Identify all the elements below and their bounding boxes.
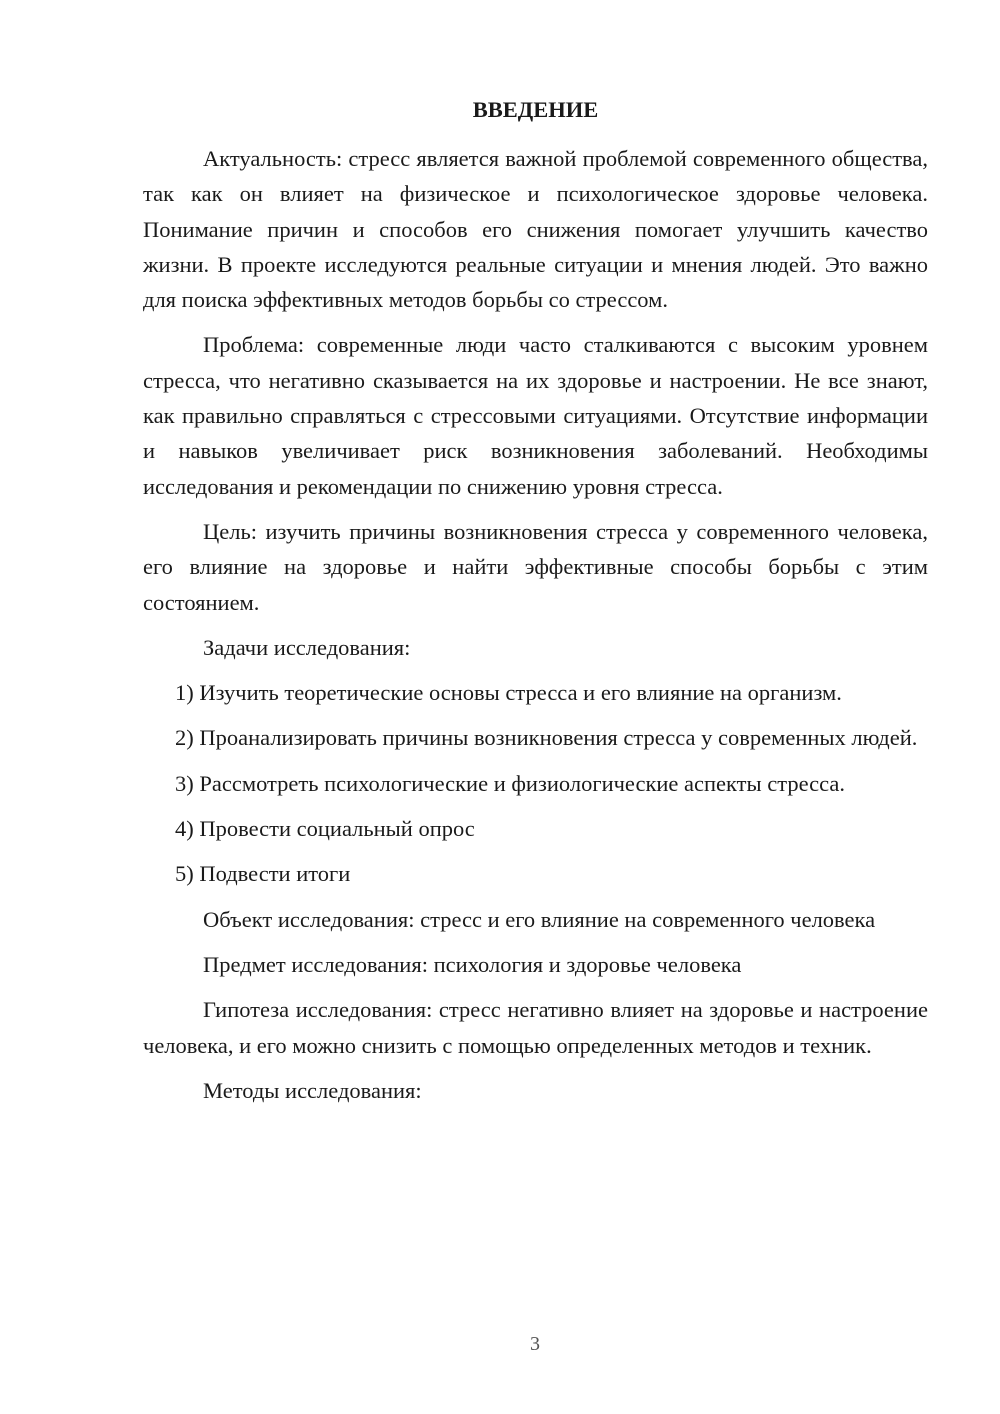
subject-paragraph: Предмет исследования: психология и здоровье человека	[203, 951, 742, 977]
problem-paragraph: Проблема: современные люди часто сталкиваются с высоким уровнем стресса, что негативно сказывается на их здоровье и настроении. Не все знают, как правильно справляться с стрессовыми ситуациями. Отсутствие информации и навыков увеличивает риск возникновения заболеваний. Необходимы исследования и рекомендации по снижению уровня стресса.	[143, 332, 928, 499]
page-content	[143, 92, 928, 1118]
object-paragraph: Объект исследования: стресс и его влияние на современного человека	[203, 906, 876, 932]
task-item: 3) Рассмотреть психологические и физиологические аспекты стресса.	[175, 770, 846, 796]
hypothesis-paragraph: Гипотеза исследования: стресс негативно влияет на здоровье и настроение человека, и его можно снизить с помощью определенных методов и техник.	[143, 997, 928, 1058]
task-item: 1) Изучить теоретические основы стресса и его влияние на организм.	[175, 680, 842, 706]
task-item: 2) Проанализировать причины возникновения стресса у современных людей.	[175, 725, 918, 751]
page-number: 3	[530, 1333, 540, 1355]
methods-heading: Методы исследования:	[203, 1077, 422, 1103]
page-title: ВВЕДЕНИЕ	[472, 97, 599, 122]
tasks-list	[143, 675, 928, 891]
tasks-heading: Задачи исследования:	[203, 634, 411, 660]
task-item: 5) Подвести итоги	[175, 861, 351, 887]
task-item: 4) Провести социальный опрос	[175, 816, 475, 842]
relevance-paragraph: Актуальность: стресс является важной проблемой современного общества, так как он влияет на физическое и психологическое здоровье человека. Понимание причин и способов его снижения помогает улучшить качество жизни. В проекте исследуются реальные ситуации и мнения людей. Это важно для поиска эффективных методов борьбы со стрессом.	[143, 146, 928, 313]
goal-paragraph: Цель: изучить причины возникновения стресса у современного человека, его влияние на здоровье и найти эффективные способы борьбы с этим состоянием.	[143, 518, 928, 615]
